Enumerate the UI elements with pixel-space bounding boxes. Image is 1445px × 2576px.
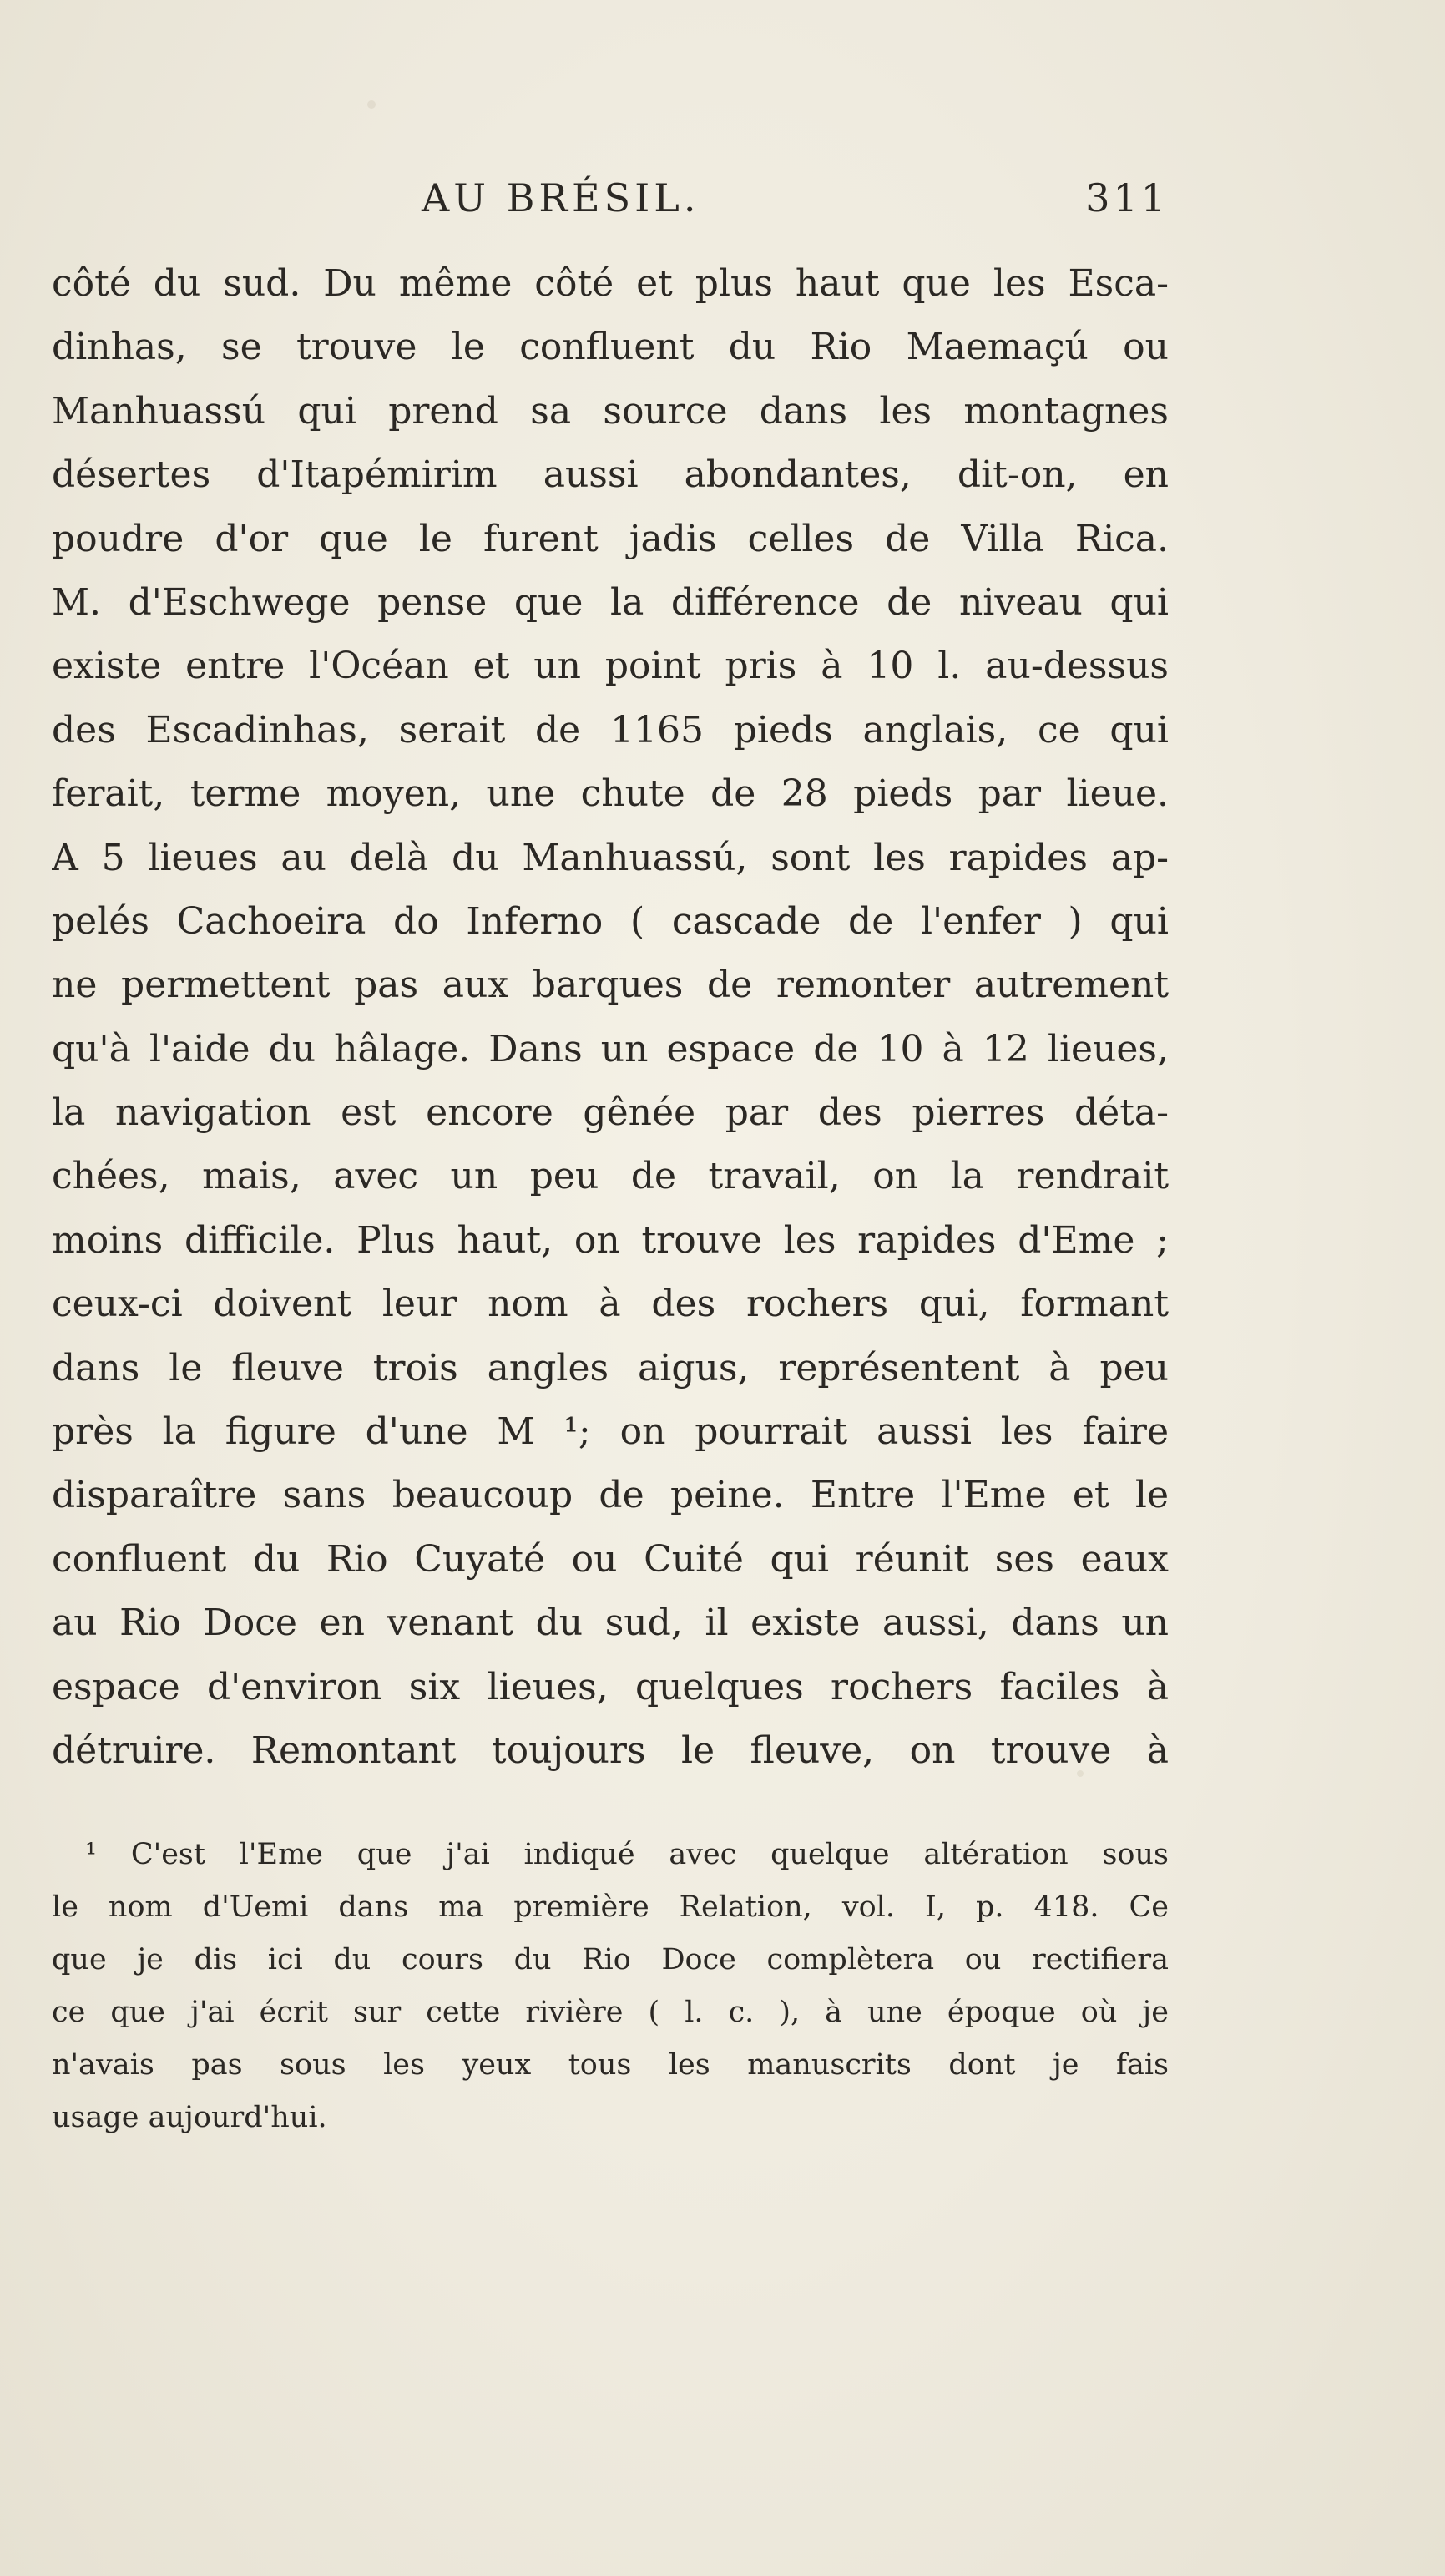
body-text <box>52 252 1169 1783</box>
page-number: 311 <box>1085 175 1169 220</box>
text-line: dans le fleuve trois angles aigus, représentent à peu <box>52 1346 1169 1389</box>
paper-stain <box>367 100 376 109</box>
footnote-line: n'avais pas sous les yeux tous les manuscrits dont je fais <box>52 2048 1169 2082</box>
text-line: qu'à l'aide du hâlage. Dans un espace de 10 à 12 lieues, <box>52 1027 1169 1070</box>
footnote-line: usage aujourd'hui. <box>52 2101 327 2134</box>
text-line: pelés Cachoeira do Inferno ( cascade de l'enfer ) qui <box>52 899 1169 943</box>
text-line: disparaître sans beaucoup de peine. Entre l'Eme et le <box>52 1474 1169 1517</box>
text-line: espace d'environ six lieues, quelques rochers faciles à <box>52 1665 1169 1708</box>
text-line: poudre d'or que le furent jadis celles de Villa Rica. <box>52 517 1169 560</box>
text-line: A 5 lieues au delà du Manhuassú, sont les rapides ap- <box>52 836 1169 879</box>
footnote-line: ce que j'ai écrit sur cette rivière ( l. c. ), à une époque où je <box>52 1996 1169 2029</box>
text-line: désertes d'Itapémirim aussi abondantes, dit-on, en <box>52 453 1169 497</box>
text-line: existe entre l'Océan et un point pris à 10 l. au-dessus <box>52 645 1169 688</box>
text-line: ceux-ci doivent leur nom à des rochers qui, formant <box>52 1283 1169 1326</box>
running-title: AU BRÉSIL. <box>422 175 700 220</box>
text-line: au Rio Doce en venant du sud, il existe aussi, dans un <box>52 1602 1169 1645</box>
page-header <box>50 175 1169 242</box>
text-line: dinhas, se trouve le confluent du Rio Maemaçú ou <box>52 326 1169 369</box>
text-line: près la figure d'une M ¹; on pourrait aussi les faire <box>52 1410 1169 1454</box>
text-line: Manhuassú qui prend sa source dans les montagnes <box>52 389 1169 433</box>
text-line: côté du sud. Du même côté et plus haut que les Esca- <box>52 262 1169 305</box>
footnote-line: ¹ C'est l'Eme que j'ai indiqué avec quelque altération sous <box>85 1838 1169 1871</box>
footnotes <box>52 1829 1169 2144</box>
text-line: ferait, terme moyen, une chute de 28 pieds par lieue. <box>52 772 1169 816</box>
footnote-line: le nom d'Uemi dans ma première Relation, vol. I, p. 418. Ce <box>52 1890 1169 1924</box>
footnote-line: que je dis ici du cours du Rio Doce complètera ou rectifiera <box>52 1943 1169 1976</box>
text-line: la navigation est encore gênée par des pierres déta- <box>52 1091 1169 1135</box>
text-line: chées, mais, avec un peu de travail, on la rendrait <box>52 1155 1169 1198</box>
text-line: M. d'Eschwege pense que la différence de niveau qui <box>52 580 1169 624</box>
text-line: ne permettent pas aux barques de remonter autrement <box>52 964 1169 1007</box>
text-line: détruire. Remontant toujours le fleuve, on trouve à <box>52 1728 1169 1772</box>
text-line: des Escadinhas, serait de 1165 pieds anglais, ce qui <box>52 708 1169 752</box>
text-line: confluent du Rio Cuyaté ou Cuité qui réunit ses eaux <box>52 1537 1169 1581</box>
text-line: moins difficile. Plus haut, on trouve les rapides d'Eme ; <box>52 1218 1169 1262</box>
